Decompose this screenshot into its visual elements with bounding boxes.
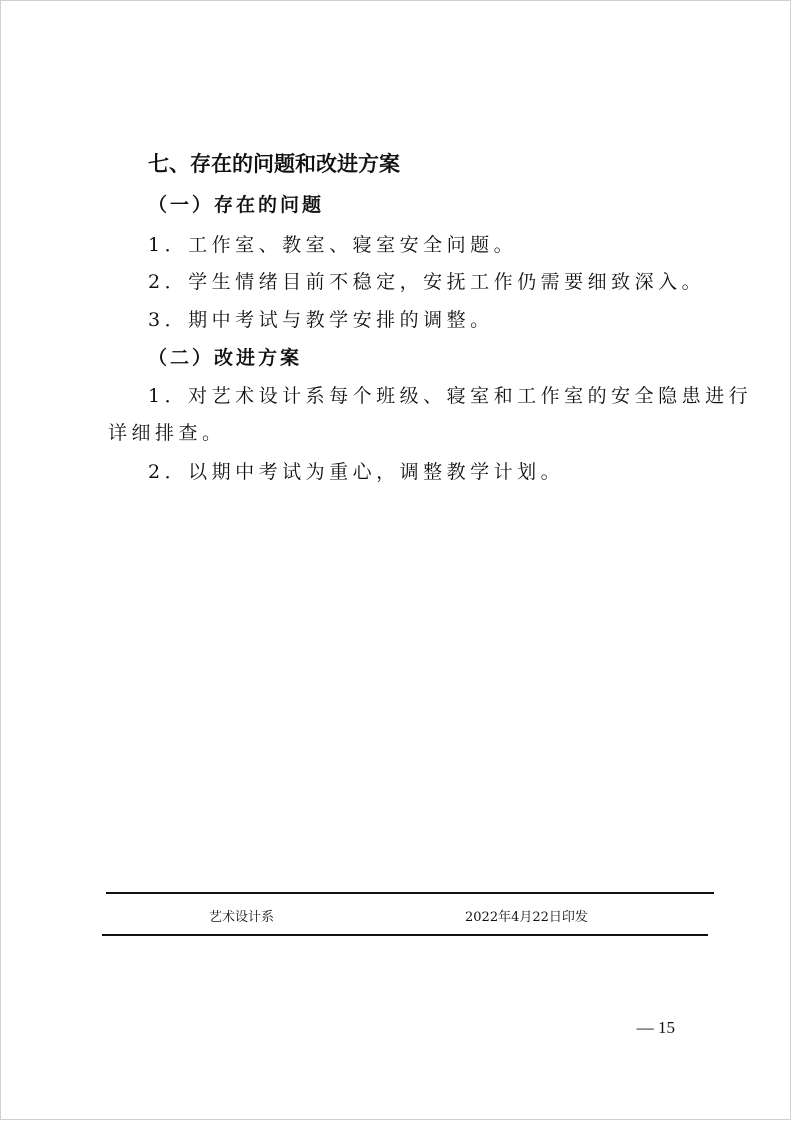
improvement-item-1-line-1: 1．对艺术设计系每个班级、寝室和工作室的安全隐患进行 <box>148 385 753 407</box>
improvement-item-1-line-2: 详细排查。 <box>108 422 226 444</box>
problem-item-1: 1．工作室、教室、寝室安全问题。 <box>148 234 518 256</box>
improvement-item-2: 2．以期中考试为重心，调整教学计划。 <box>148 461 565 483</box>
problem-item-2: 2．学生情绪目前不稳定，安抚工作仍需要细致深入。 <box>148 271 706 293</box>
page-number: — 15 <box>636 1018 675 1037</box>
problem-item-3: 3．期中考试与教学安排的调整。 <box>148 309 494 331</box>
footer-department: 艺术设计系 <box>209 910 275 925</box>
footer-bottom-rule <box>102 934 708 936</box>
section-title: 七、存在的问题和改进方案 <box>148 152 400 176</box>
subsection-title-improvements: （二）改进方案 <box>148 347 303 369</box>
footer-issue-date: 2022年4月22日印发 <box>465 910 588 925</box>
subsection-title-problems: （一）存在的问题 <box>148 194 325 216</box>
footer-top-rule <box>106 892 714 894</box>
